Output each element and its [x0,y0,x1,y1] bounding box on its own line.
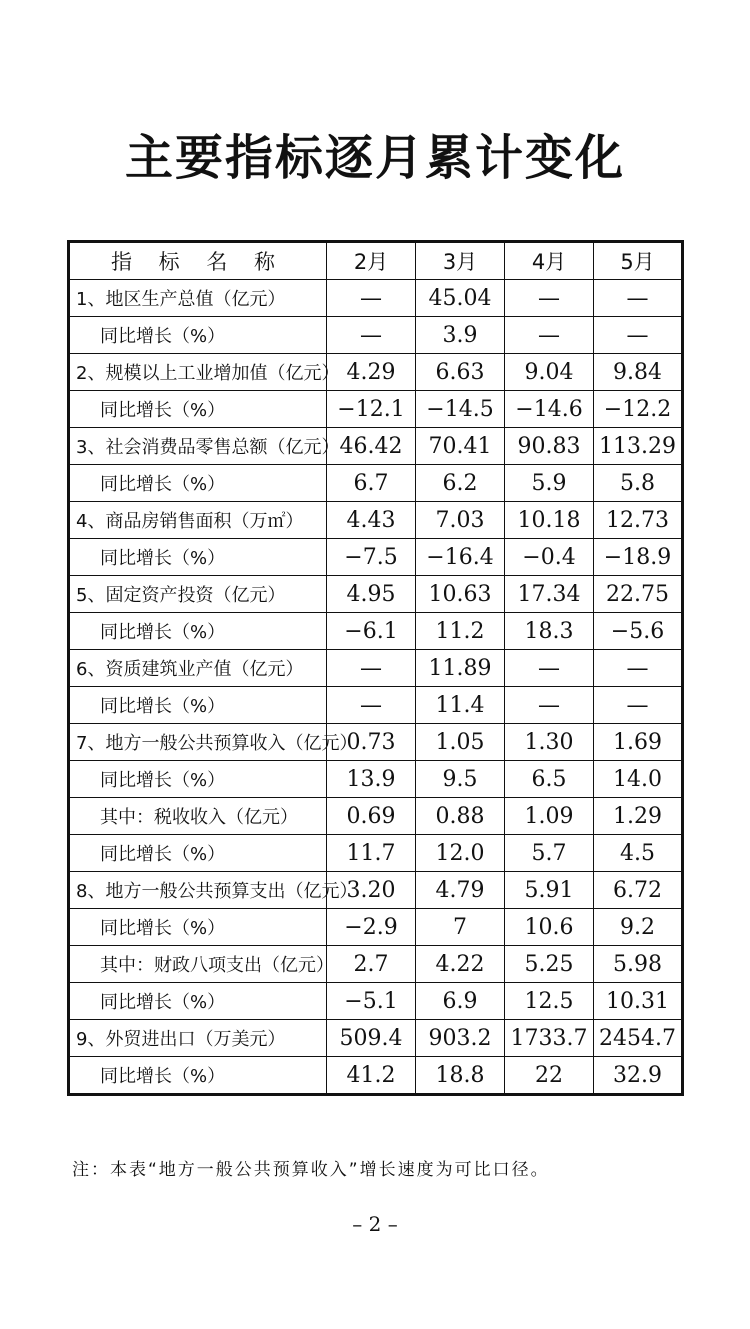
indicator-name-cell: 同比增长（%） [69,1057,327,1095]
value-cell: 9.2 [594,909,683,946]
value-cell: 4.43 [327,502,416,539]
table-row [69,613,683,650]
value-cell: 1.30 [505,724,594,761]
value-cell: 90.83 [505,428,594,465]
value-cell: 509.4 [327,1020,416,1057]
value-cell: 5.25 [505,946,594,983]
table-row [69,835,683,872]
table-row [69,946,683,983]
value-cell: 6.72 [594,872,683,909]
table-row [69,354,683,391]
table-row [69,650,683,687]
value-cell: 0.88 [416,798,505,835]
indicator-table [67,240,684,1096]
indicator-name-cell: 3、社会消费品零售总额（亿元） [69,428,327,465]
value-cell: 3.9 [416,317,505,354]
table-row [69,391,683,428]
table-row [69,983,683,1020]
indicator-name-cell: 同比增长（%） [69,687,327,724]
column-header-may: 5月 [594,242,683,280]
value-cell: — [327,687,416,724]
value-cell: −5.1 [327,983,416,1020]
table-row [69,761,683,798]
value-cell: 1.29 [594,798,683,835]
value-cell: — [505,650,594,687]
value-cell: 5.9 [505,465,594,502]
value-cell: — [505,687,594,724]
value-cell: −0.4 [505,539,594,576]
value-cell: 6.63 [416,354,505,391]
indicator-name-cell: 1、地区生产总值（亿元） [69,280,327,317]
value-cell: 9.5 [416,761,505,798]
table-row [69,1057,683,1095]
value-cell: 17.34 [505,576,594,613]
value-cell: 9.04 [505,354,594,391]
value-cell: 13.9 [327,761,416,798]
value-cell: −16.4 [416,539,505,576]
page-title: 主要指标逐月累计变化 [124,130,625,186]
value-cell: 6.5 [505,761,594,798]
value-cell: — [594,650,683,687]
value-cell: −14.6 [505,391,594,428]
value-cell: 10.6 [505,909,594,946]
indicator-name-cell: 同比增长（%） [69,613,327,650]
value-cell: −7.5 [327,539,416,576]
value-cell: −5.6 [594,613,683,650]
indicator-name-cell: 9、外贸进出口（万美元） [69,1020,327,1057]
value-cell: 1.05 [416,724,505,761]
value-cell: 7.03 [416,502,505,539]
value-cell: 113.29 [594,428,683,465]
table-row [69,909,683,946]
column-header-indicator-name: 指 标 名 称 [69,242,327,280]
value-cell: 4.79 [416,872,505,909]
value-cell: 10.63 [416,576,505,613]
value-cell: 45.04 [416,280,505,317]
value-cell: 41.2 [327,1057,416,1095]
indicator-name-cell: 7、地方一般公共预算收入（亿元） [69,724,327,761]
value-cell: 0.73 [327,724,416,761]
value-cell: 14.0 [594,761,683,798]
value-cell: 7 [416,909,505,946]
value-cell: 1.69 [594,724,683,761]
value-cell: — [594,687,683,724]
value-cell: 5.98 [594,946,683,983]
table-row [69,687,683,724]
value-cell: 2454.7 [594,1020,683,1057]
value-cell: — [594,280,683,317]
value-cell: 5.7 [505,835,594,872]
value-cell: — [505,280,594,317]
column-header-mar: 3月 [416,242,505,280]
value-cell: 2.7 [327,946,416,983]
column-header-apr: 4月 [505,242,594,280]
indicator-name-cell: 同比增长（%） [69,761,327,798]
value-cell: 903.2 [416,1020,505,1057]
table-row [69,539,683,576]
value-cell: 22 [505,1057,594,1095]
table-body [69,280,683,1095]
value-cell: 6.2 [416,465,505,502]
table-row [69,724,683,761]
value-cell: 32.9 [594,1057,683,1095]
indicator-name-cell: 6、资质建筑业产值（亿元） [69,650,327,687]
value-cell: 11.4 [416,687,505,724]
indicator-name-cell: 其中：税收收入（亿元） [69,798,327,835]
table-row [69,502,683,539]
indicator-name-cell: 4、商品房销售面积（万㎡） [69,502,327,539]
value-cell: — [327,650,416,687]
indicator-name-cell: 8、地方一般公共预算支出（亿元） [69,872,327,909]
value-cell: 1.09 [505,798,594,835]
value-cell: 5.91 [505,872,594,909]
value-cell: 0.69 [327,798,416,835]
value-cell: — [327,280,416,317]
table-row [69,1020,683,1057]
value-cell: 18.3 [505,613,594,650]
table-header-row [69,242,683,280]
value-cell: −2.9 [327,909,416,946]
indicator-name-cell: 5、固定资产投资（亿元） [69,576,327,613]
value-cell: 18.8 [416,1057,505,1095]
value-cell: 12.73 [594,502,683,539]
value-cell: 6.7 [327,465,416,502]
indicator-name-cell: 其中：财政八项支出（亿元） [69,946,327,983]
value-cell: 4.22 [416,946,505,983]
column-header-feb: 2月 [327,242,416,280]
value-cell: 12.5 [505,983,594,1020]
indicator-name-cell: 同比增长（%） [69,391,327,428]
indicator-name-cell: 同比增长（%） [69,317,327,354]
indicator-name-cell: 同比增长（%） [69,835,327,872]
value-cell: −6.1 [327,613,416,650]
value-cell: 9.84 [594,354,683,391]
table-row [69,798,683,835]
value-cell: 11.2 [416,613,505,650]
indicator-name-cell: 同比增长（%） [69,983,327,1020]
value-cell: 4.5 [594,835,683,872]
value-cell: 1733.7 [505,1020,594,1057]
value-cell: −12.2 [594,391,683,428]
indicator-name-cell: 同比增长（%） [69,465,327,502]
value-cell: 4.29 [327,354,416,391]
indicator-name-cell: 同比增长（%） [69,539,327,576]
page-number: – 2 – [352,1212,398,1236]
value-cell: 10.31 [594,983,683,1020]
value-cell: −12.1 [327,391,416,428]
value-cell: — [594,317,683,354]
value-cell: 22.75 [594,576,683,613]
value-cell: 12.0 [416,835,505,872]
table-footnote: 注：本表“地方一般公共预算收入”增长速度为可比口径。 [72,1160,550,1180]
value-cell: −18.9 [594,539,683,576]
value-cell: 11.7 [327,835,416,872]
value-cell: 3.20 [327,872,416,909]
table-row [69,465,683,502]
value-cell: 10.18 [505,502,594,539]
value-cell: 70.41 [416,428,505,465]
table-row [69,428,683,465]
indicator-name-cell: 同比增长（%） [69,909,327,946]
value-cell: 4.95 [327,576,416,613]
table-row [69,317,683,354]
value-cell: — [505,317,594,354]
value-cell: 11.89 [416,650,505,687]
value-cell: 46.42 [327,428,416,465]
table-row [69,872,683,909]
value-cell: 5.8 [594,465,683,502]
value-cell: −14.5 [416,391,505,428]
table-row [69,576,683,613]
indicator-name-cell: 2、规模以上工业增加值（亿元） [69,354,327,391]
value-cell: — [327,317,416,354]
value-cell: 6.9 [416,983,505,1020]
table-row [69,280,683,317]
